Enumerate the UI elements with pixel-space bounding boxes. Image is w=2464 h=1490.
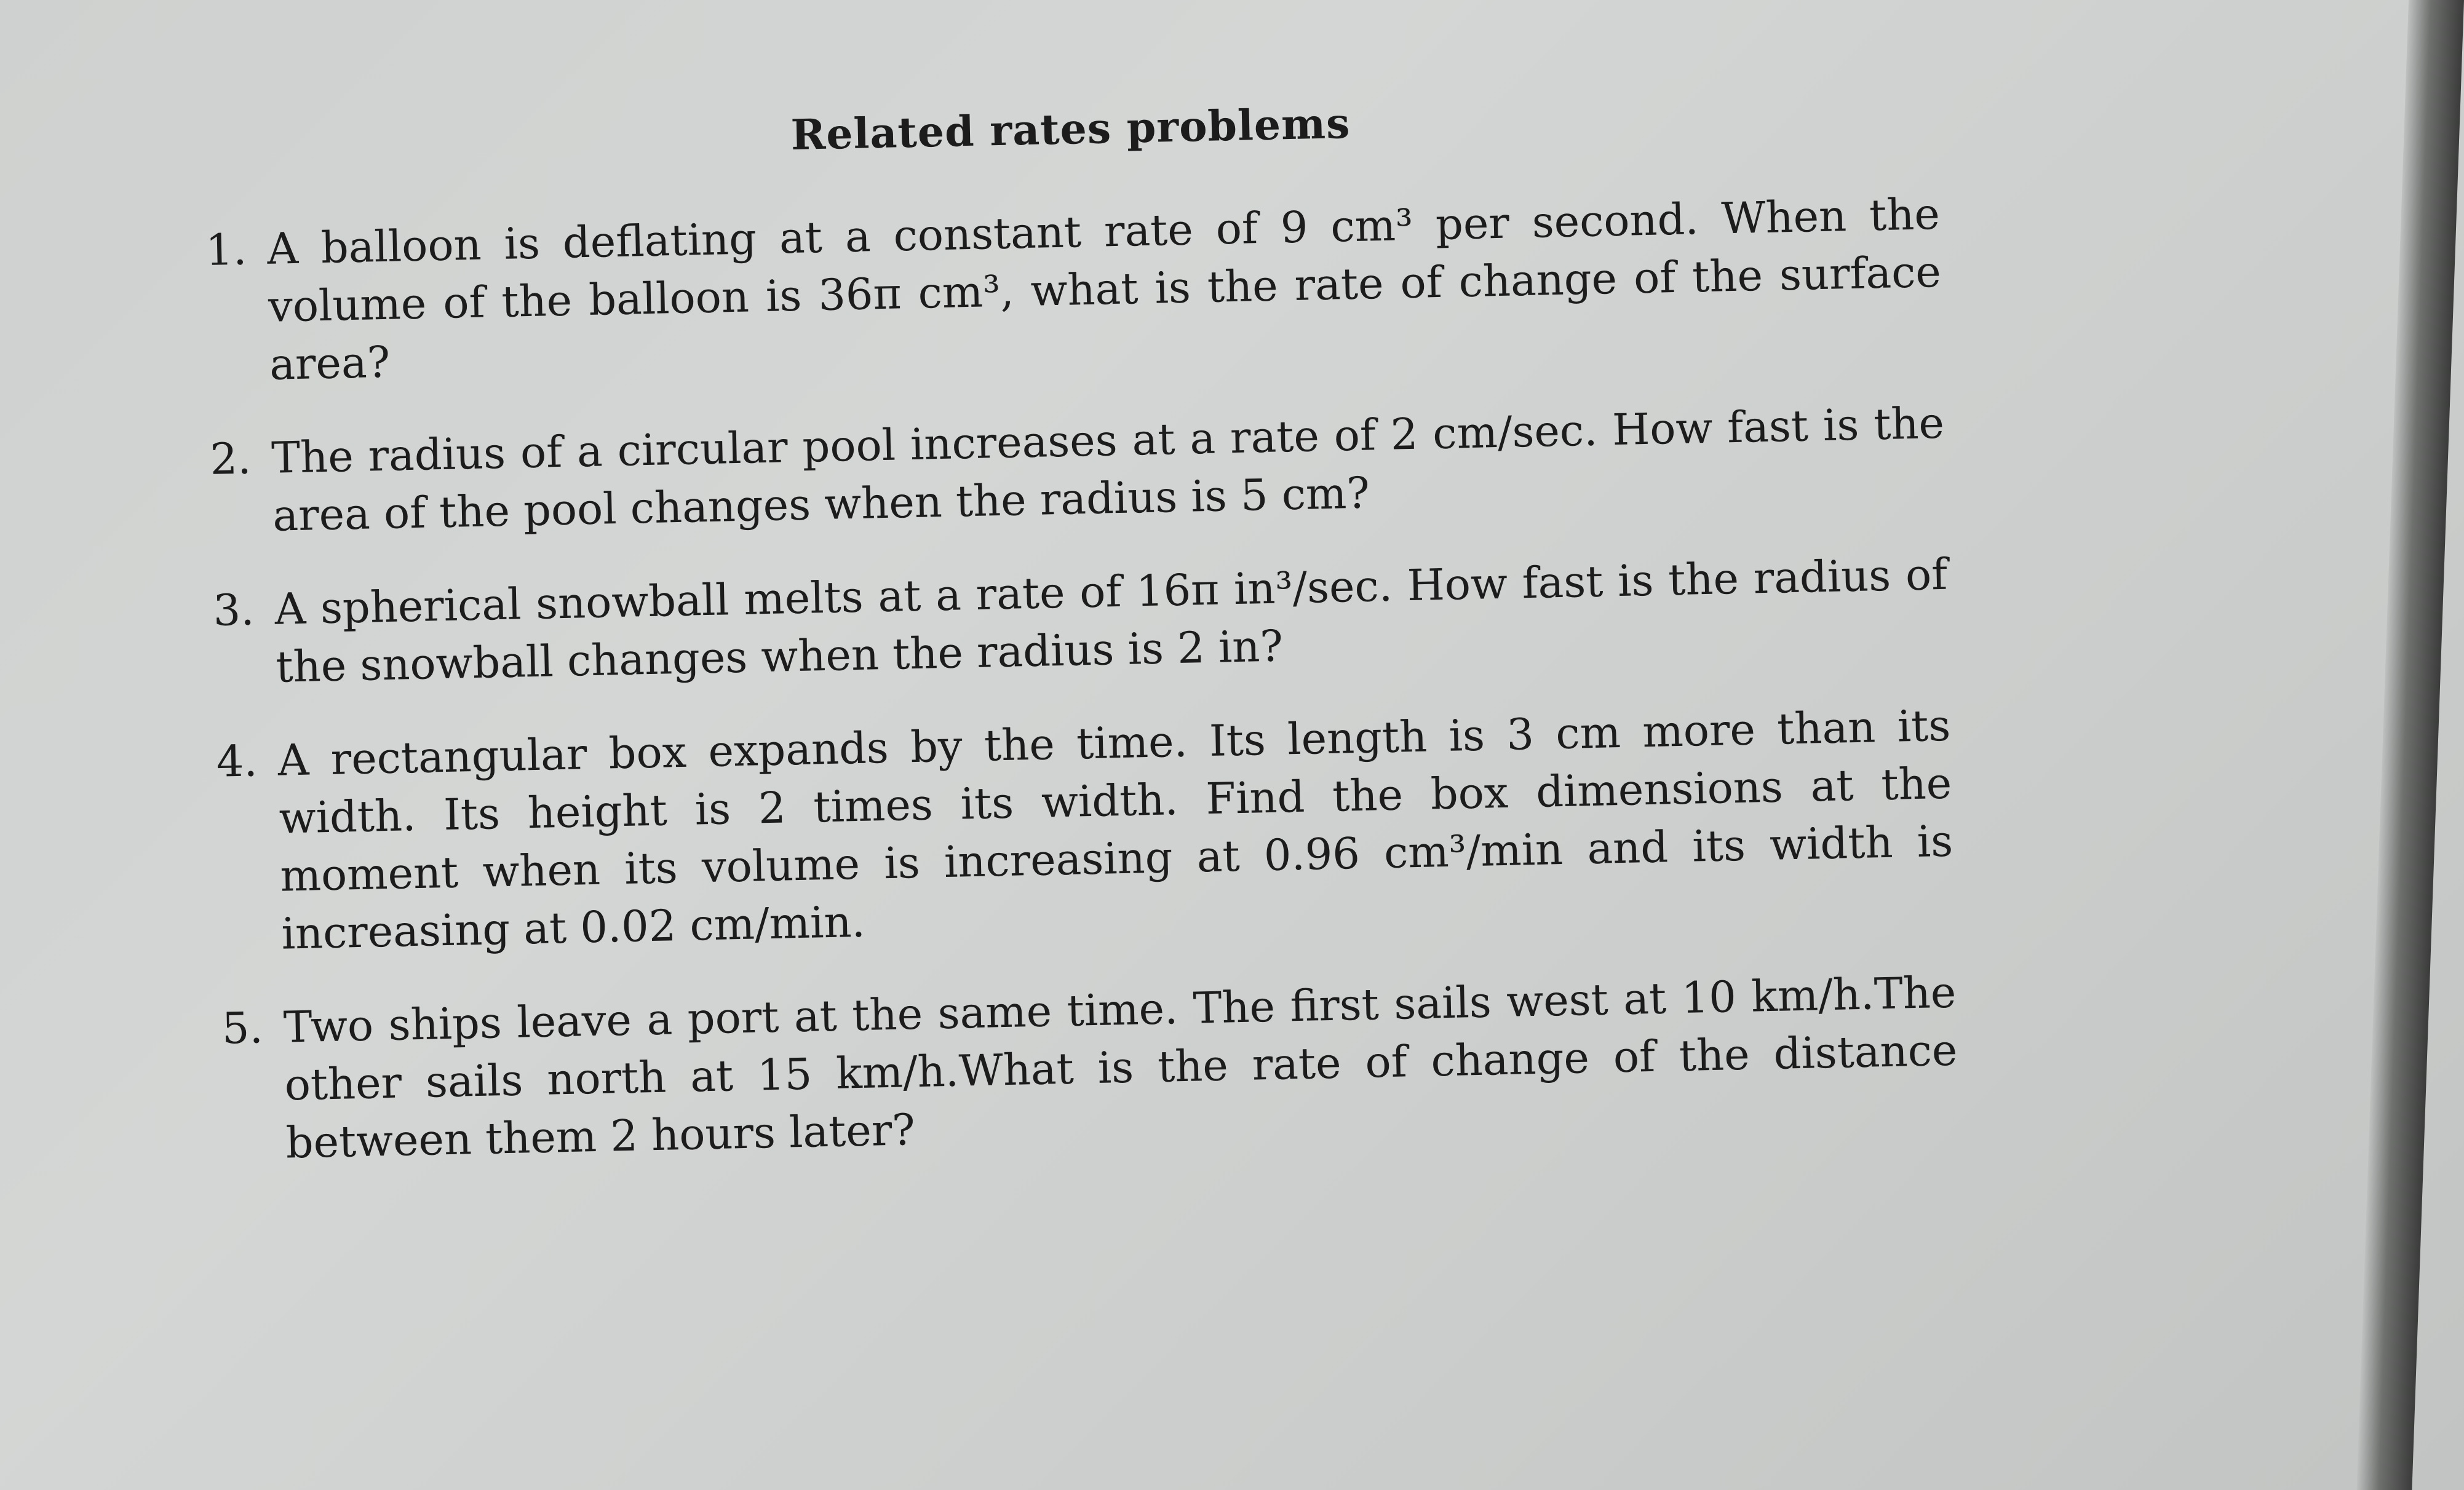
problem-text: Two ships leave a port at the same time. The first sails west at 10 km/h.The other sails north at 15 km/h.What is the rate of change of the distance between them 2 hours later?	[282, 967, 1958, 1168]
problem-text: The radius of a circular pool increases at a rate of 2 cm/sec. How fast is the area of the pool changes when the radius is 5 cm?	[271, 397, 1945, 541]
problem-1	[205, 185, 1942, 395]
problem-5	[221, 964, 1959, 1173]
page-title: Related rates problems	[790, 98, 1351, 160]
problem-number: 2.	[209, 433, 252, 485]
worksheet	[203, 87, 1960, 1209]
problem-number: 5.	[221, 1002, 264, 1054]
problem-number: 1.	[205, 224, 247, 275]
problem-2	[209, 394, 1945, 546]
problem-text: A rectangular box expands by the time. Its length is 3 cm more than its width. Its height is 2 times its width. Find the box dimensions at the moment when its volume is increasing at 0.96 cm³/min and its width is increasing at 0.02 cm/min.	[277, 700, 1953, 959]
paper-edge-shadow	[2356, 0, 2464, 1490]
problem-text: A balloon is deflating at a constant rate of 9 cm³ per second. When the volume of the balloon is 36π cm³, what is the rate of change of the surface area?	[266, 188, 1942, 390]
problem-number: 4.	[215, 735, 258, 787]
problem-text: A spherical snowball melts at a rate of 16π in³/sec. How fast is the radius of the snowball changes when the radius is 2 in?	[274, 549, 1948, 692]
problem-number: 3.	[212, 584, 255, 636]
problem-4	[216, 697, 1955, 964]
problem-3	[213, 545, 1949, 697]
